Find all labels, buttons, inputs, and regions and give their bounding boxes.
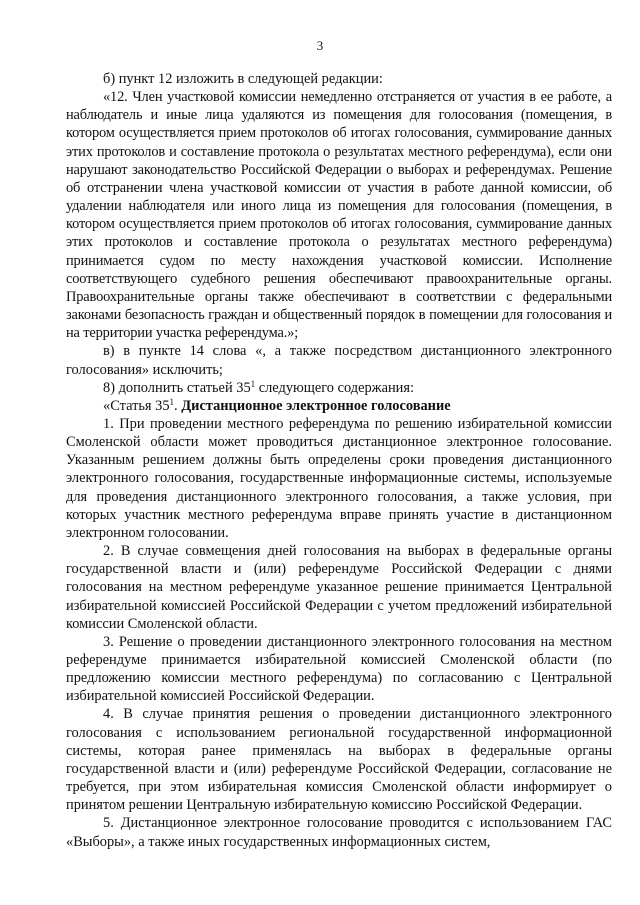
amendment-line-b: б) пункт 12 изложить в следующей редакции: (103, 71, 383, 87)
clause-12-text: «12. Член участковой комиссии немедленно отстраняется от участия в ее работе, а наблюдатель и иные лица удаляются из помещения для голосования (помещения, в котором осуществляется прием протоколов об итогах голосования, суммирование данных этих протоколов и составление протокола о результатах местного референдума), если они нарушают законодательство Российской Федерации о выборах и референдумах. Решение об отстранении члена участковой комиссии от участия в работе данной комиссии, об удалении наблюдателя или иного лица из помещения для голосования (помещения, в котором осуществляется прием протоколов об итогах голосования, суммирование данных этих протоколов и составление протокола о результатах местного референдума) принимается судом по месту нахождения участковой комиссии. Исполнение соответствующего судебного решения обеспечивают правоохранительные органы. Правоохранительные органы также обеспечивают в соответствии с федеральными законами безопасность граждан и общественный порядок в помещении для голосования и на территории участка референдума.»; (66, 89, 612, 342)
article-paragraph-5: 5. Дистанционное электронное голосование проводится с использованием ГАС «Выборы», а также иных государственных информационных систем, (66, 815, 612, 850)
article-paragraph-3: 3. Решение о проведении дистанционного электронного голосования на местном референдуме принимается избирательной комиссией Смоленской области (по предложению комиссии местного референдума) по согласованию с Центральной избирательной комиссией Российской Федерации. (66, 633, 612, 705)
page-number: 3 (316, 38, 324, 53)
document-body (66, 70, 612, 851)
item-8-superscript: 1 (250, 378, 256, 389)
item-8-suffix: следующего содержания: (255, 379, 414, 396)
item-8-prefix: 8) дополнить статьей 35 (103, 379, 251, 396)
article-paragraph-1: 1. При проведении местного референдума по решению избирательной комиссии Смоленской области может проводиться дистанционное электронное голосование. Указанным решением должны быть определены сроки проведения дистанционного электронного голосования, государственные информационные системы, используемые для проведения дистанционного электронного голосования, а также условия, при которых участник местного референдума вправе принять участие в дистанционном электронном голосовании. (66, 415, 612, 541)
article-title: Дистанционное электронное голосование (181, 397, 451, 414)
article-paragraph-2: 2. В случае совмещения дней голосования на выборах в федеральные органы государственной власти и (или) референдуме Российской Федерации с днями голосования на местном референдуме указанное решение принимается Центральной избирательной комиссией Российской Федерации с учетом предложений избирательной комиссии Смоленской области. (66, 543, 612, 632)
amendment-line-v: в) в пункте 14 слова «, а также посредством дистанционного электронного голосования» исключить; (66, 343, 612, 378)
article-paragraph-4: 4. В случае принятия решения о проведении дистанционного электронного голосования с использованием региональной государственной информационной системы, которая ранее применялась на выборах в федеральные органы государственной власти и (или) референдуме Российской Федерации, согласование не требуется, при этом избирательная комиссия Смоленской области информирует о принятом решении Центральную избирательную комиссию Российской Федерации. (66, 706, 612, 814)
article-prefix: «Статья 35 (103, 397, 170, 414)
amendment-item-8 (66, 379, 612, 397)
article-superscript: 1 (169, 396, 175, 407)
article-heading: «Статья $35^1$. Дистанционное электронное голосование (103, 396, 451, 414)
